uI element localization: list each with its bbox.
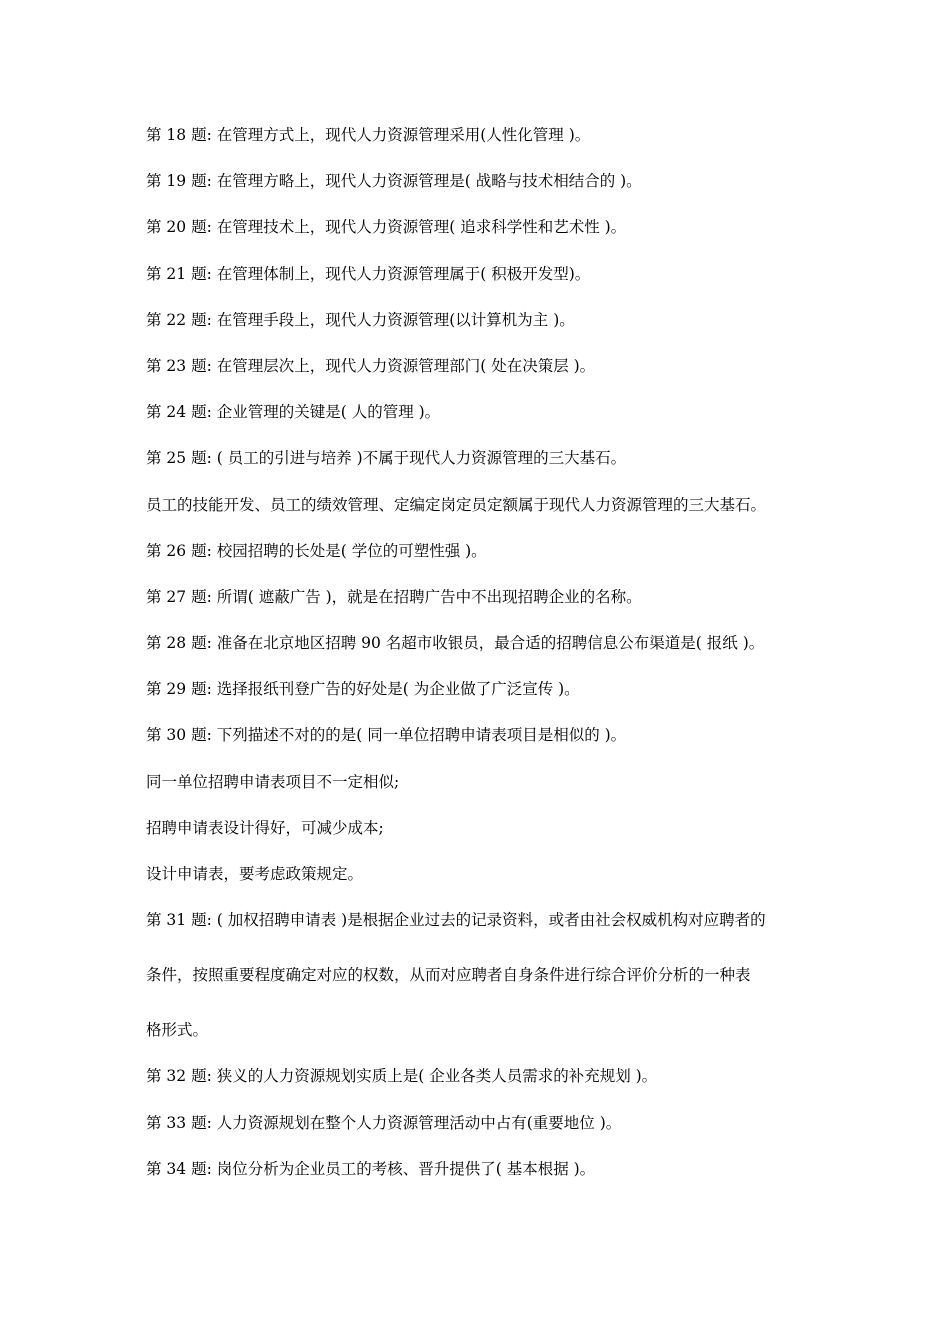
question-30-note-1: 同一单位招聘申请表项目不一定相似; xyxy=(146,772,400,791)
question-26: 第 26 题: 校园招聘的长处是( 学位的可塑性强 )。 xyxy=(146,541,487,560)
question-25: 第 25 题: ( 员工的引进与培养 )不属于现代人力资源管理的三大基石。 xyxy=(146,449,627,468)
question-31-line-1: 第 31 题: ( 加权招聘申请表 )是根据企业过去的记录资料，或者由社会权威机构对应聘者的 xyxy=(146,911,766,930)
question-30-note-3: 设计申请表，要考虑政策规定。 xyxy=(146,865,364,883)
question-19: 第 19 题: 在管理方略上，现代人力资源管理是( 战略与技术相结合的 )。 xyxy=(146,172,642,191)
question-31-line-2: 条件，按照重要程度确定对应的权数，从而对应聘者自身条件进行综合评价分析的一种表 xyxy=(146,966,751,985)
question-23: 第 23 题: 在管理层次上，现代人力资源管理部门( 处在决策层 )。 xyxy=(146,356,596,375)
question-18: 第 18 题: 在管理方式上，现代人力资源管理采用(人性化管理 )。 xyxy=(146,126,591,144)
question-25-note: 员工的技能开发、员工的绩效管理、定编定岗定员定额属于现代人力资源管理的三大基石。 xyxy=(146,495,767,514)
question-31-line-3: 格形式。 xyxy=(146,1021,209,1040)
document-body xyxy=(146,124,826,1204)
question-27: 第 27 题: 所谓( 遮蔽广告 )，就是在招聘广告中不出现招聘企业的名称。 xyxy=(146,587,642,606)
question-34: 第 34 题: 岗位分析为企业员工的考核、晋升提供了( 基本根据 )。 xyxy=(146,1159,596,1178)
question-32: 第 32 题: 狭义的人力资源规划实质上是( 企业各类人员需求的补充规划 )。 xyxy=(146,1067,658,1086)
question-24: 第 24 题: 企业管理的关键是( 人的管理 )。 xyxy=(146,403,441,422)
question-30-note-2: 招聘申请表设计得好，可减少成本; xyxy=(146,818,384,837)
question-30: 第 30 题: 下列描述不对的的是( 同一单位招聘申请表项目是相似的 )。 xyxy=(146,726,627,745)
question-21: 第 21 题: 在管理体制上，现代人力资源管理属于( 积极开发型)。 xyxy=(146,264,591,283)
question-28: 第 28 题: 准备在北京地区招聘 90 名超市收银员，最合适的招聘信息公布渠道是( 报纸 )。 xyxy=(146,634,765,653)
question-22: 第 22 题: 在管理手段上，现代人力资源管理(以计算机为主 )。 xyxy=(146,310,575,329)
question-33: 第 33 题: 人力资源规划在整个人力资源管理活动中占有(重要地位 )。 xyxy=(146,1113,622,1132)
question-29: 第 29 题: 选择报纸刊登广告的好处是( 为企业做了广泛宣传 )。 xyxy=(146,680,580,699)
question-20: 第 20 题: 在管理技术上，现代人力资源管理( 追求科学性和艺术性 )。 xyxy=(146,218,627,237)
